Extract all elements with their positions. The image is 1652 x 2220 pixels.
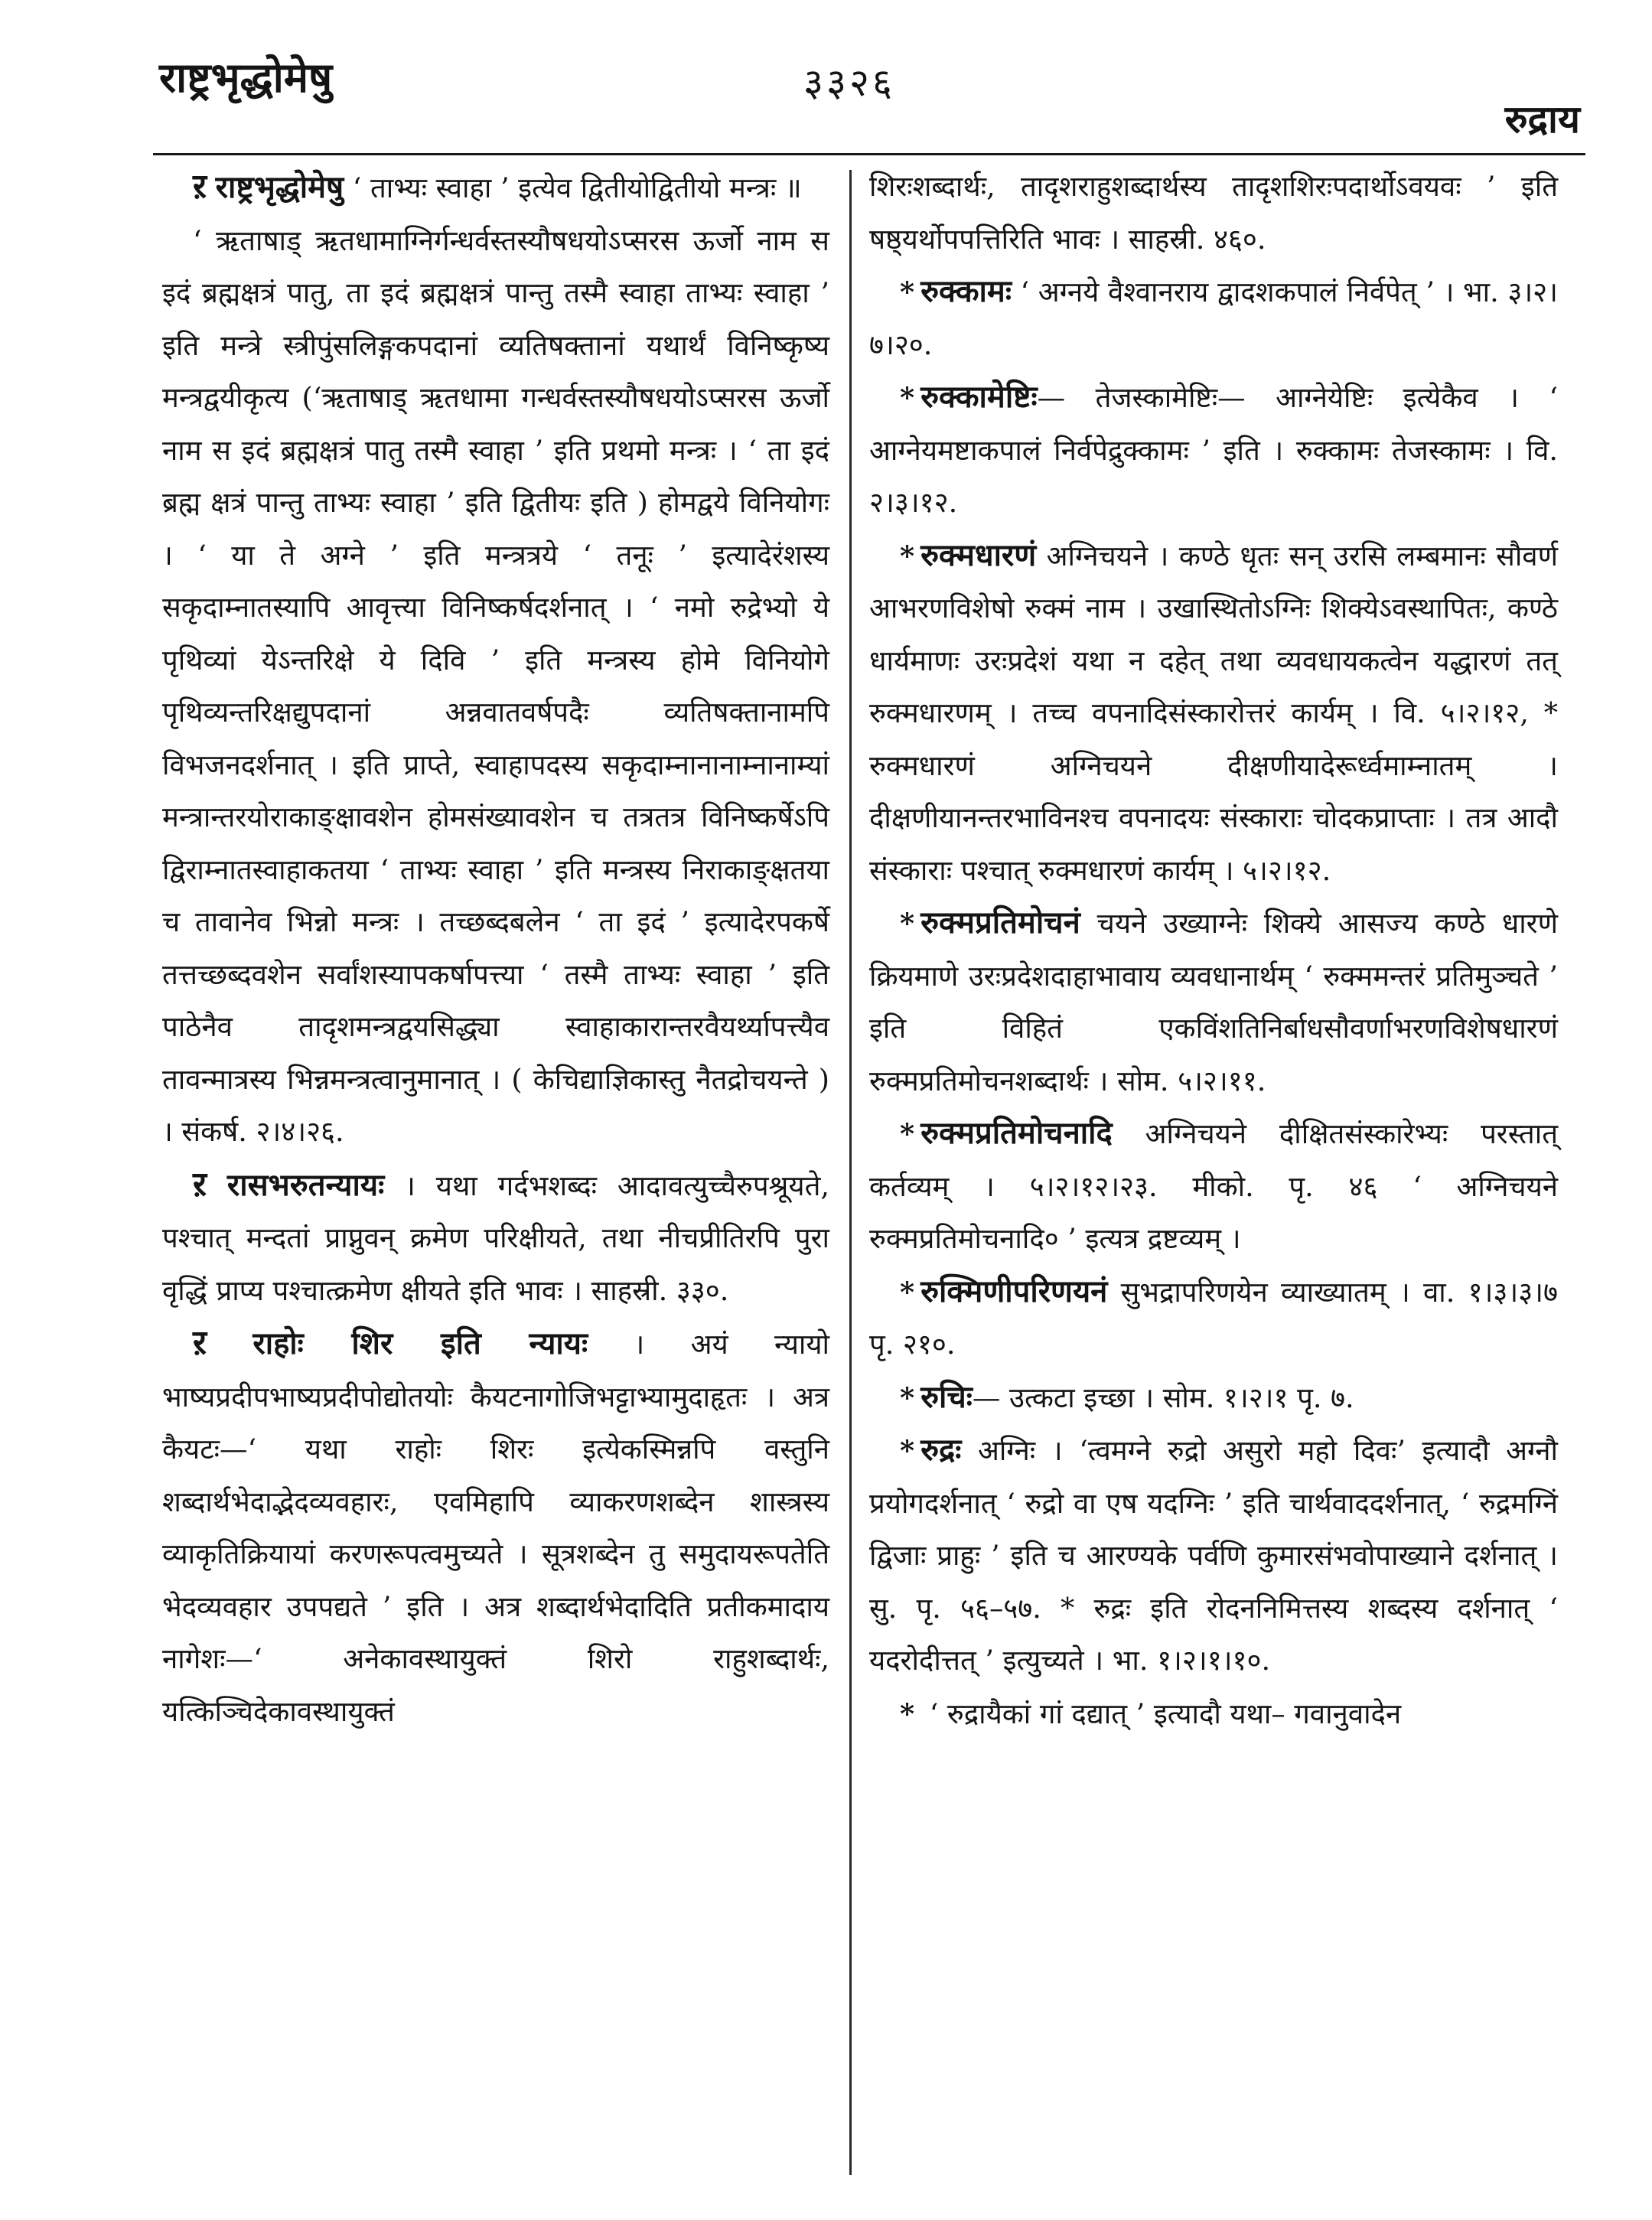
entry xyxy=(162,215,829,1159)
entry xyxy=(162,161,829,215)
entry-headword: राष्ट्रभृद्धोमेषु xyxy=(215,169,344,205)
header-rule xyxy=(153,153,1585,155)
asterisk-icon: * xyxy=(900,381,915,414)
entry xyxy=(869,897,1558,1107)
entry-text: सुभद्रापरिणयेन व्याख्यातम् । वा. १।३।३।७ पृ. २१०. xyxy=(869,1275,1558,1361)
entry-text: अग्निचयने दीक्षितसंस्कारेभ्यः परस्तात् कर्तव्यम् । ५।२।१२।२३. मीको. पृ. ४६ ‘ अग्निचयने रुक्मप्रतिमोचनादि० ’ इत्यत्र द्रष्टव्यम् । xyxy=(869,1117,1558,1255)
entry xyxy=(869,161,1558,266)
entry-headword: रुचिः xyxy=(920,1378,973,1415)
asterisk-icon: * xyxy=(900,1381,915,1414)
entry-text: ‘ रुद्रायैकां गां दद्यात् ’ इत्यादौ यथा– गवानुवादेन xyxy=(920,1697,1402,1730)
running-head-right: रुद्राय xyxy=(1504,96,1580,142)
entry-headword: रुक्मप्रतिमोचनं xyxy=(920,905,1080,940)
entry-headword: रुक्कामः xyxy=(920,273,1012,309)
entry xyxy=(869,1266,1558,1371)
entry-text: चयने उख्याग्नेः शिक्ये आसज्य कण्ठे धारणे क्रियमाणे उरःप्रदेशदाहाभावाय व्यवधानार्थम् ‘ रुक्ममन्तरं प्रतिमुञ्चते ’ इति विहितं एकविंशतिनिर्बाधसौवर्णाभरणविशेषधारणं रुक्मप्रतिमोचनशब्दार्थः । सोम. ५।२।११. xyxy=(869,907,1558,1097)
entry xyxy=(162,1159,829,1318)
entry-headword: रुक्मप्रतिमोचनादि xyxy=(920,1115,1113,1151)
asterisk-icon: * xyxy=(900,275,915,308)
left-column xyxy=(162,161,829,1738)
entry xyxy=(162,1317,829,1738)
entry-text: ‘ ऋताषाड् ऋतधामाग्निर्गन्धर्वस्तस्यौषधयोऽप्सरस ऊर्जो नाम स इदं ब्रह्मक्षत्रं पातु, ता इदं ब्रह्मक्षत्रं पान्तु तस्मै स्वाहा ताभ्यः स्वाहा ’ इति मन्त्रे स्त्रीपुंसलिङ्गकपदानां व्यतिषक्तानां यथार्थं विनिष्कृष्य मन्त्रद्वयीकृत्य (‘ऋताषाड् ऋतधामा गन्धर्वस्तस्यौषधयोऽप्सरस ऊर्जो नाम स इदं ब्रह्मक्षत्रं पातु तस्मै स्वाहा ’ इति प्रथमो मन्त्रः । ‘ ता इदं ब्रह्म क्षत्रं पान्तु ताभ्यः स्वाहा ’ इति द्वितीयः इति ) होमद्वये विनियोगः । ‘ या ते अग्ने ’ इति मन्त्रत्रये ‘ तनूः ’ इत्यादेरंशस्य सकृदाम्नातस्यापि आवृत्त्या विनिष्कर्षदर्शनात् । ‘ नमो रुद्रेभ्यो ये पृथिव्यां येऽन्तरिक्षे ये दिवि ’ इति मन्त्रस्य होमे विनियोगे पृथिव्यन्तरिक्षद्युपदानां अन्नवातवर्षपदैः व्यतिषक्तानामपि विभजनदर्शनात् । इति प्राप्ते, स्वाहापदस्य सकृदाम्नानानाम्नानाम्यां मन्त्रान्तरयोराकाङ्क्षावशेन होमसंख्यावशेन च तत्रतत्र विनिष्कर्षेऽपि द्विराम्नातस्वाहाकतया ‘ ताभ्यः स्वाहा ’ इति मन्त्रस्य निराकाङ्क्षतया च तावानेव भिन्नो मन्त्रः । तच्छब्दबलेन ‘ ता इदं ’ इत्यादेरपकर्षे तत्तच्छब्दवशेन सर्वांशस्यापकर्षापत्त्या ‘ तस्मै ताभ्यः स्वाहा ’ इति पाठेनैव तादृशमन्त्रद्वयसिद्ध्या स्वाहाकारान्तरवैयर्थ्यापत्त्यैव तावन्मात्रस्य भिन्नमन्त्रत्वानुमानात् । ( केचिद्याज्ञिकास्तु नैतद्रोचयन्ते ) । संकर्ष. २।४।२६. xyxy=(162,223,829,1148)
column-divider xyxy=(849,170,852,2175)
entry-headword: रुद्रः xyxy=(920,1432,962,1468)
asterisk-icon: * xyxy=(900,1434,915,1467)
page-number: ३३२६ xyxy=(803,60,895,105)
entry xyxy=(869,371,1558,530)
running-head-left: राष्ट्रभृद्धोमेषु xyxy=(159,53,333,102)
entry-text: । अयं न्यायो भाष्यप्रदीपभाष्यप्रदीपोद्योतयोः कैयटनागोजिभट्टाभ्यामुदाहृतः । अत्र कैयटः—‘ यथा राहोः शिरः इत्येकस्मिन्नपि वस्तुनि शब्दार्थभेदाद्भेदव्यवहारः, एवमिहापि व्याकरणशब्देन शास्त्रस्य व्याकृतिक्रियायां करणरूपत्वमुच्यते । सूत्रशब्देन तु समुदायरूपतेति भेदव्यवहार उपपद्यते ’ इति । अत्र शब्दार्थभेदादिति प्रतीकमादाय नागेशः—‘ अनेकावस्थायुक्तं शिरो राहुशब्दार्थः, यत्किञ्चिदेकावस्थायुक्तं xyxy=(162,1328,829,1728)
entry xyxy=(869,1107,1558,1266)
right-column xyxy=(869,161,1558,1740)
entry-text: ‘ ताभ्यः स्वाहा ’ इत्येव द्वितीयोद्वितीयो मन्त्रः ॥ xyxy=(344,171,802,204)
entry-text: शिरःशब्दार्थः, तादृशराहुशब्दार्थस्य तादृशशिरःपदार्थोऽवयवः ’ इति षष्ठ्यर्थोपपत्तिरिति भावः । साहस्री. ४६०. xyxy=(869,170,1558,256)
entry-text: ‘ अग्नये वैश्वानराय द्वादशकपालं निर्वपेत् ’ । भा. ३।२।७।२०. xyxy=(869,275,1558,361)
entry-text: — उत्कटा इच्छा । सोम. १।२।१ पृ. ७. xyxy=(972,1381,1354,1414)
entry xyxy=(869,266,1558,371)
asterisk-icon: * xyxy=(900,1697,915,1730)
entry-headword: रुक्मधारणं xyxy=(920,536,1037,573)
asterisk-icon: * xyxy=(900,907,915,940)
entry xyxy=(869,530,1558,898)
entry xyxy=(869,1371,1558,1425)
entry-marker-icon: ऱ xyxy=(193,1323,207,1362)
page-header xyxy=(0,0,1652,168)
entry-headword: रुक्कामेष्टिः xyxy=(920,379,1038,415)
entry-text: । यथा गर्दभशब्दः आदावत्युच्चैरुपश्रूयते, पश्चात् मन्दतां प्राप्नुवन् क्रमेण परिक्षीयते, तथा नीचप्रीतिरपि पुरा वृद्धिं प्राप्य पश्चात्क्रमेण क्षीयते इति भावः । साहस्री. ३३०. xyxy=(162,1169,829,1307)
entry-marker-icon: ऱ xyxy=(193,1164,207,1204)
entry-headword: रासभरुतन्यायः xyxy=(226,1166,385,1203)
entry xyxy=(869,1424,1558,1687)
entry-text: — तेजस्कामेष्टिः— आग्नेयेष्टिः इत्येकैव । ‘ आग्नेयमष्टाकपालं निर्वपेद्रुक्कामः ’ इति । रुक्कामः तेजस्कामः । वि. २।३।१२. xyxy=(869,381,1558,519)
entry-text: अग्निचयने । कण्ठे धृतः सन् उरसि लम्बमानः सौवर्ण आभरणविशेषो रुक्मं नाम । उखास्थितोऽग्निः शिक्येऽवस्थापितः, कण्ठे धार्यमाणः उरःप्रदेशं यथा न दहेत् तथा व्यवधायकत्वेन यद्धारणं तत् रुक्मधारणम् । तच्च वपनादिसंस्कारोत्तरं कार्यम् । वि. ५।२।१२, * रुक्मधारणं अग्निचयने दीक्षणीयादेरूर्ध्वमाम्नातम् । दीक्षणीयानन्तरभाविनश्च वपनादयः संस्काराः चोदकप्राप्ताः । तत्र आदौ संस्काराः पश्चात् रुक्मधारणं कार्यम् । ५।२।१२. xyxy=(869,539,1558,887)
entry-marker-icon: ऱ xyxy=(193,167,207,206)
entry xyxy=(869,1687,1558,1741)
entry-headword: राहोः शिर इति न्यायः xyxy=(253,1325,588,1361)
asterisk-icon: * xyxy=(900,539,915,572)
asterisk-icon: * xyxy=(900,1117,915,1150)
entry-headword: रुक्मिणीपरिणयनं xyxy=(920,1273,1108,1309)
entry-text: अग्निः । ‘त्वमग्ने रुद्रो असुरो महो दिवः’ इत्यादौ अग्नौ प्रयोगदर्शनात् ‘ रुद्रो वा एष यदग्निः ’ इति चार्थवाददर्शनात्, ‘ रुद्रमग्निं द्विजाः प्राहुः ’ इति च आरण्यके पर्वणि कुमारसंभवोपाख्याने दर्शनात् । सु. पृ. ५६–५७. * रुद्रः इति रोदननिमित्तस्य शब्दस्य दर्शनात् ‘ यदरोदीत्तत् ’ इत्युच्यते । भा. १।२।१।१०. xyxy=(869,1434,1558,1677)
asterisk-icon: * xyxy=(900,1275,915,1309)
